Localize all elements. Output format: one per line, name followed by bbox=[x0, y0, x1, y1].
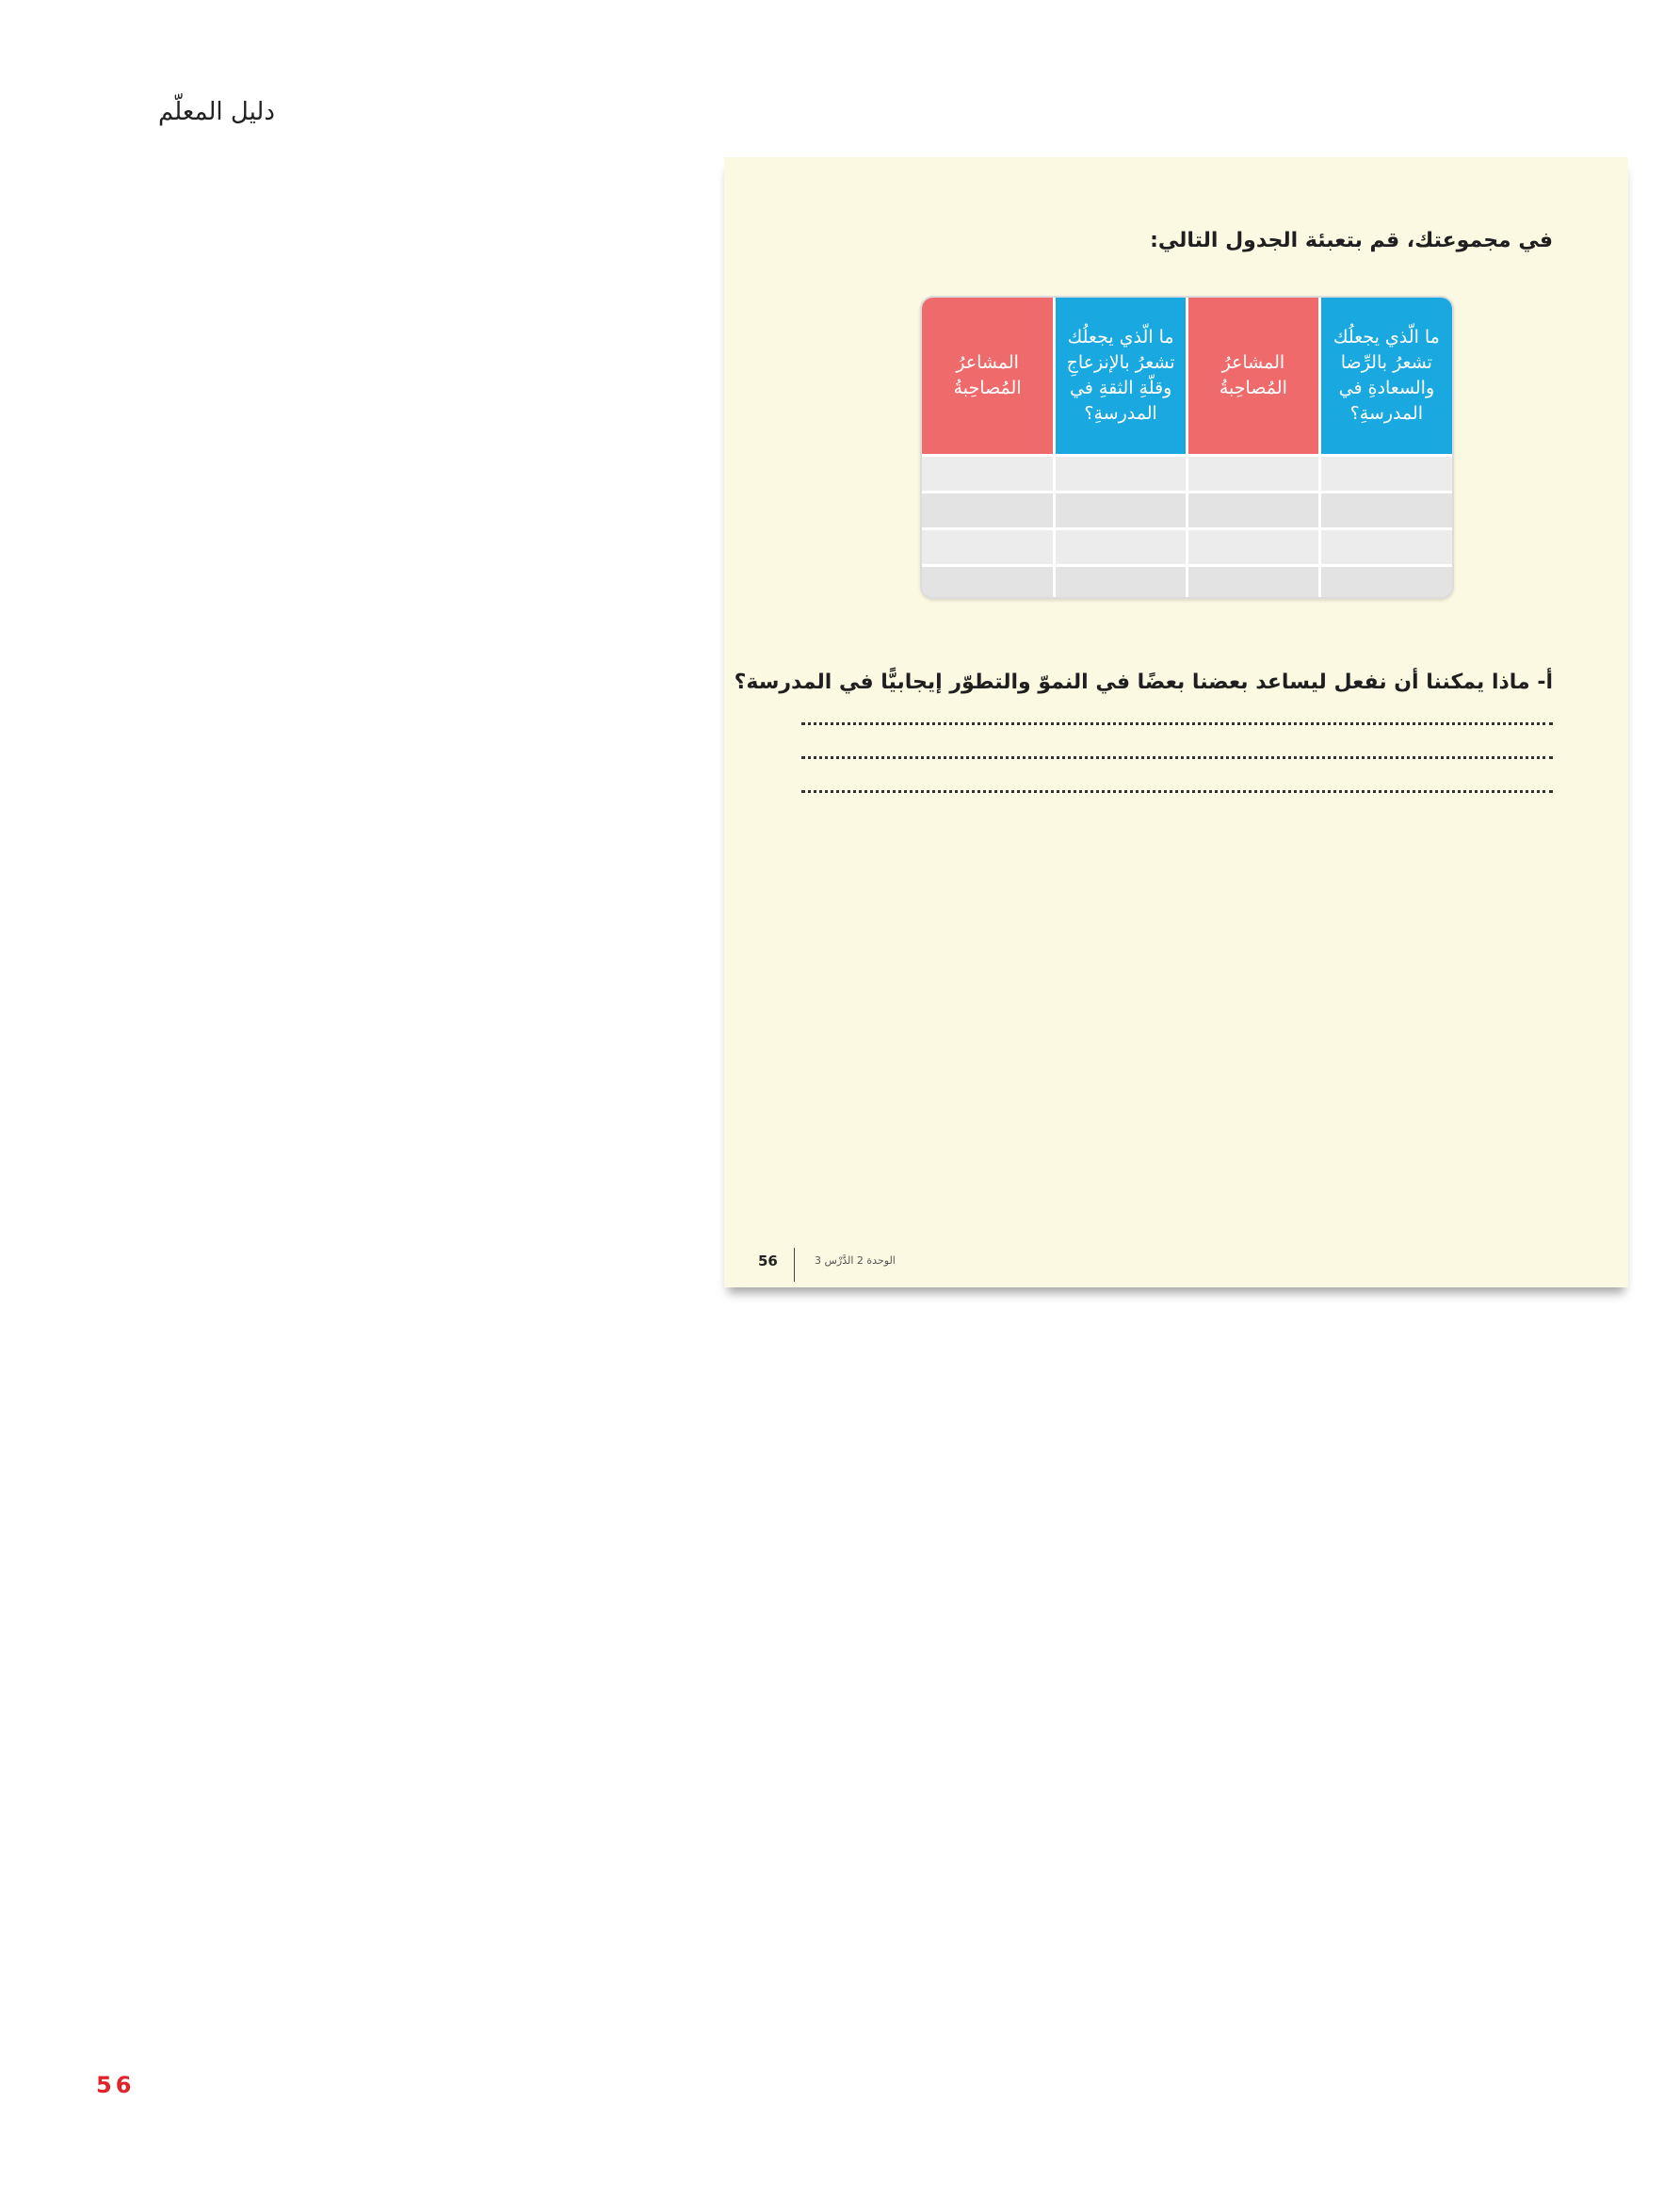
table-cell[interactable] bbox=[1055, 566, 1187, 600]
table-cell[interactable] bbox=[922, 493, 1055, 529]
question-text: أ- ماذا يمكننا أن نفعل ليساعد بعضنا بعضًا في النموّ والتطوّر إيجابيًّا في المدرسة؟ bbox=[734, 671, 1553, 694]
table-cell[interactable] bbox=[922, 456, 1055, 493]
workbook-page-number: 56 bbox=[758, 1253, 778, 1269]
workbook-page bbox=[724, 157, 1628, 1287]
table-cell[interactable] bbox=[1055, 529, 1187, 566]
table-cell[interactable] bbox=[1319, 566, 1452, 600]
header-feelings-1: المشاعرُ المُصاحِبةُ bbox=[1187, 298, 1320, 456]
footer-lesson-label: الوحدة 2 الدَّرْس 3 bbox=[815, 1254, 896, 1267]
table-cell[interactable] bbox=[1319, 456, 1452, 493]
table-cell[interactable] bbox=[1055, 493, 1187, 529]
table-cell[interactable] bbox=[922, 566, 1055, 600]
table-row bbox=[922, 493, 1452, 529]
table-cell[interactable] bbox=[1319, 493, 1452, 529]
table-row bbox=[922, 456, 1452, 493]
table-cell[interactable] bbox=[1187, 456, 1320, 493]
instruction-text: في مجموعتك، قم بتعبئة الجدول التالي: bbox=[1150, 229, 1553, 252]
answer-line[interactable] bbox=[801, 722, 1553, 725]
header-feelings-2: المشاعرُ المُصاحِبةُ bbox=[922, 298, 1055, 456]
page-number: 56 bbox=[96, 2072, 136, 2098]
table-cell[interactable] bbox=[1187, 493, 1320, 529]
table-cell[interactable] bbox=[1187, 566, 1320, 600]
table-cell[interactable] bbox=[1055, 456, 1187, 493]
guide-title: دليل المعلّم bbox=[158, 98, 275, 126]
footer-divider bbox=[794, 1248, 795, 1282]
table-cell[interactable] bbox=[922, 529, 1055, 566]
feelings-table bbox=[920, 296, 1454, 599]
header-discomfort: ما الّذي يجعلُك تشعرُ بالإنزعاجِ وقلّةِ الثقةِ في المدرسةِ؟ bbox=[1055, 298, 1187, 456]
answer-line[interactable] bbox=[801, 756, 1553, 759]
table-cell[interactable] bbox=[1187, 529, 1320, 566]
table-row bbox=[922, 566, 1452, 600]
header-satisfaction: ما الّذي يجعلُك تشعرُ بالرِّضا والسعادةِ في المدرسةِ؟ bbox=[1319, 298, 1452, 456]
table-row bbox=[922, 529, 1452, 566]
answer-line[interactable] bbox=[801, 790, 1553, 793]
table-cell[interactable] bbox=[1319, 529, 1452, 566]
